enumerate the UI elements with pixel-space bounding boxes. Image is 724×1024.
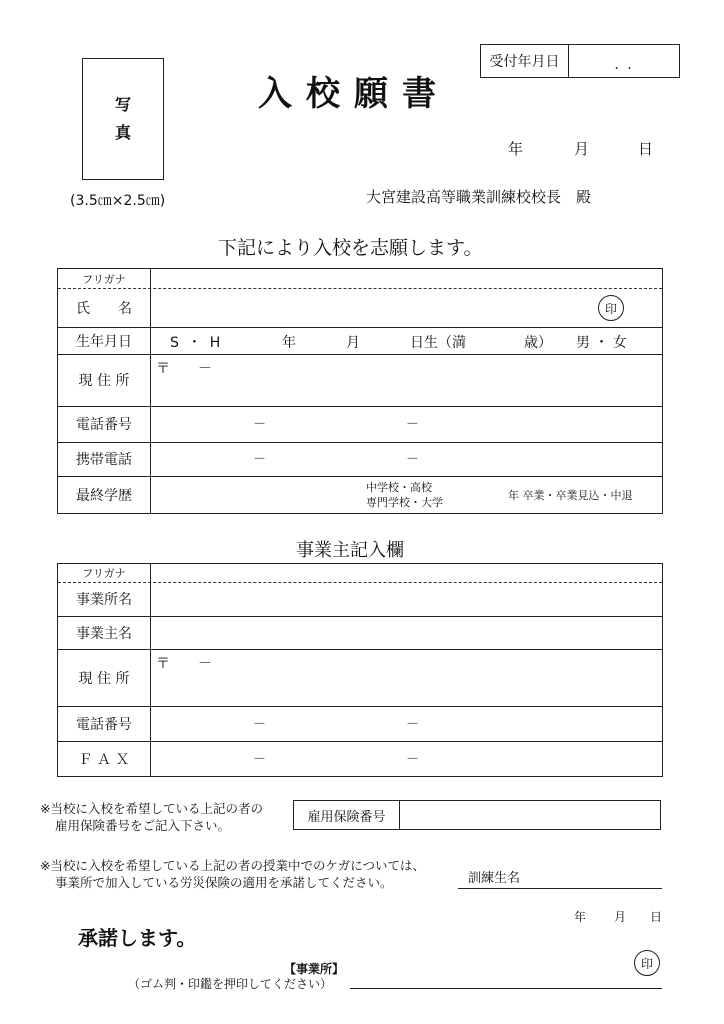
birth-row[interactable] bbox=[58, 327, 662, 355]
date-year: 年 bbox=[508, 140, 524, 158]
office-label: 事業所名 bbox=[58, 582, 151, 616]
insurance-label: 雇用保険番号 bbox=[294, 801, 400, 829]
applicant-table bbox=[57, 268, 663, 514]
accept-seal-icon: 印 bbox=[634, 950, 660, 976]
phone-dash-2: － bbox=[406, 417, 420, 432]
office-signature-line[interactable] bbox=[350, 988, 662, 989]
photo-size: (3.5㎝×2.5㎝) bbox=[70, 193, 166, 209]
receipt-field[interactable]: . . bbox=[614, 57, 634, 73]
trainee-label: 訓練生名 bbox=[468, 871, 521, 886]
furigana-label: フリガナ bbox=[58, 269, 151, 288]
photo-box bbox=[82, 58, 164, 180]
mobile-dash-2: － bbox=[406, 452, 420, 467]
fax-dash-2: － bbox=[406, 752, 420, 767]
accept-month: 月 bbox=[614, 910, 627, 924]
edu-school-1[interactable]: 中学校・高校 bbox=[366, 481, 432, 494]
employer-table bbox=[57, 563, 663, 777]
phone-label: 電話番号 bbox=[58, 406, 151, 442]
address-label: 現 住 所 bbox=[58, 354, 151, 406]
insurance-number-field[interactable] bbox=[400, 801, 660, 829]
page-title: 入校願書 bbox=[258, 74, 450, 114]
fax-row[interactable] bbox=[58, 741, 662, 776]
office-row[interactable] bbox=[58, 582, 662, 617]
office-stamp-label: 【事業所】 bbox=[284, 962, 345, 976]
gender-select[interactable]: 男 ・ 女 bbox=[576, 335, 627, 351]
injury-note-2: 事業所で加入している労災保険の適用を承諾してください。 bbox=[55, 875, 393, 890]
mobile-dash-1: － bbox=[253, 452, 267, 467]
insurance-box bbox=[293, 800, 661, 830]
name-label: 氏 名 bbox=[58, 288, 151, 327]
employer-phone-dash-1: － bbox=[253, 717, 267, 732]
phone-row[interactable] bbox=[58, 406, 662, 443]
postal-code[interactable]: 〒 － bbox=[156, 361, 212, 377]
birth-era[interactable]: S ・ H bbox=[170, 335, 223, 351]
birth-age: 歳） bbox=[524, 335, 552, 351]
education-row[interactable] bbox=[58, 476, 662, 513]
receipt-box bbox=[480, 44, 680, 78]
fax-label: Ｆ Ａ Ｘ bbox=[58, 741, 151, 776]
photo-label-1: 写 bbox=[114, 95, 131, 114]
seal-icon: 印 bbox=[598, 295, 624, 321]
education-label: 最終学歴 bbox=[58, 476, 151, 513]
accept-text: 承諾します。 bbox=[78, 926, 197, 950]
address-row[interactable] bbox=[58, 354, 662, 407]
owner-label: 事業主名 bbox=[58, 616, 151, 649]
owner-row[interactable] bbox=[58, 616, 662, 650]
accept-day: 日 bbox=[650, 910, 663, 924]
trainee-name-line[interactable] bbox=[458, 888, 662, 889]
name-row[interactable] bbox=[58, 288, 662, 328]
employer-furigana-label: フリガナ bbox=[58, 564, 151, 582]
phone-dash-1: － bbox=[253, 417, 267, 432]
birth-day: 日生（満 bbox=[410, 335, 466, 351]
edu-status[interactable]: 年 卒業・卒業見込・中退 bbox=[508, 489, 633, 502]
insurance-note-2: 雇用保険番号をご記入下さい。 bbox=[55, 818, 231, 833]
employer-postal-code[interactable]: 〒 － bbox=[156, 656, 212, 672]
birth-label: 生年月日 bbox=[58, 327, 151, 354]
photo-label-2: 真 bbox=[114, 123, 131, 142]
lead-text: 下記により入校を志願します。 bbox=[218, 237, 483, 259]
receipt-label: 受付年月日 bbox=[481, 45, 569, 77]
mobile-row[interactable] bbox=[58, 442, 662, 477]
employer-address-row[interactable] bbox=[58, 649, 662, 707]
employer-section-title: 事業主記入欄 bbox=[296, 540, 404, 561]
employer-furigana-row[interactable] bbox=[58, 564, 662, 583]
date-month: 月 bbox=[574, 140, 590, 158]
employer-phone-row[interactable] bbox=[58, 706, 662, 742]
furigana-row[interactable] bbox=[58, 269, 662, 289]
employer-phone-dash-2: － bbox=[406, 717, 420, 732]
date-day: 日 bbox=[638, 140, 654, 158]
employer-address-label: 現 住 所 bbox=[58, 649, 151, 706]
birth-year: 年 bbox=[282, 335, 296, 351]
addressee: 大宮建設高等職業訓練校校長 殿 bbox=[366, 188, 592, 206]
edu-school-2[interactable]: 専門学校・大学 bbox=[366, 496, 443, 509]
accept-year: 年 bbox=[574, 910, 587, 924]
stamp-note: （ゴム判・印鑑を押印してください） bbox=[128, 977, 333, 991]
insurance-note-1: ※当校に入校を希望している上記の者の bbox=[40, 801, 263, 816]
birth-month: 月 bbox=[346, 335, 360, 351]
employer-phone-label: 電話番号 bbox=[58, 706, 151, 741]
injury-note-1: ※当校に入校を希望している上記の者の授業中でのケガについては、 bbox=[40, 858, 425, 873]
fax-dash-1: － bbox=[253, 752, 267, 767]
mobile-label: 携帯電話 bbox=[58, 442, 151, 476]
